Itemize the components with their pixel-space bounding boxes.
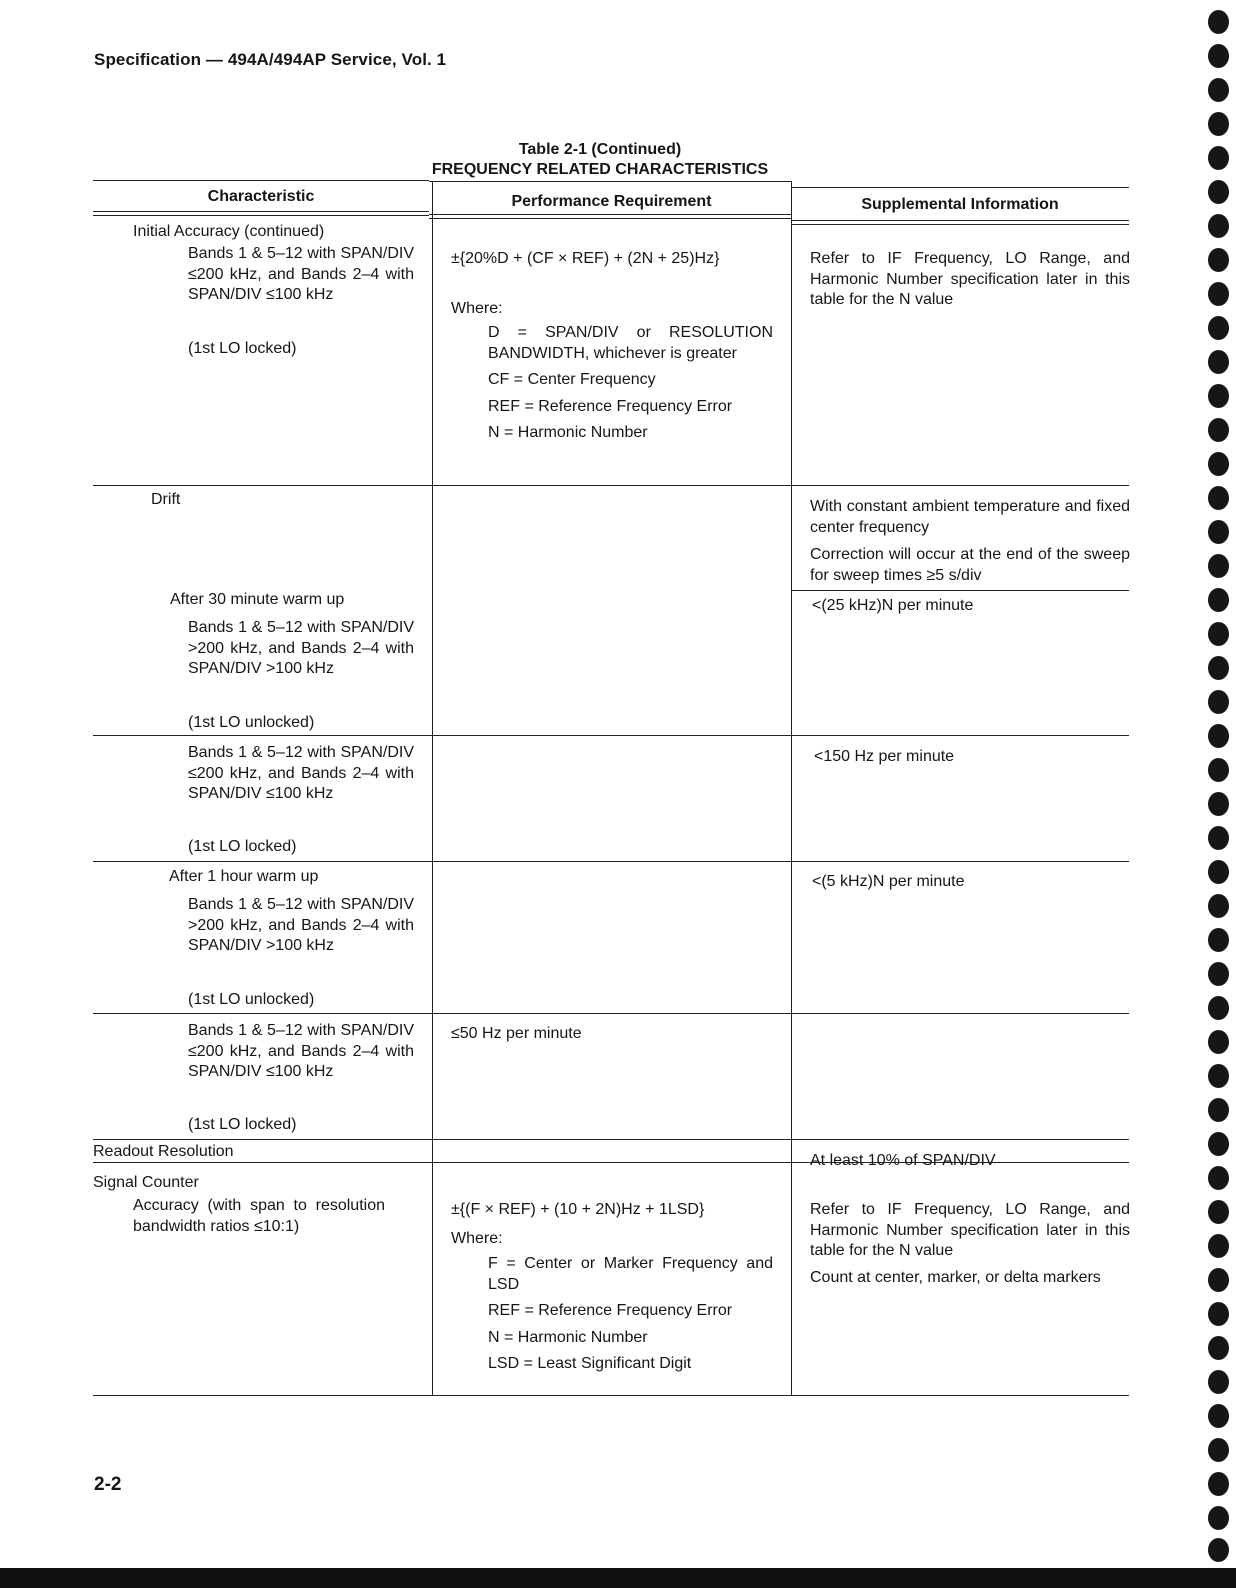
initial-accuracy-formula: ±{20%D + (CF × REF) + (2N + 25)Hz}	[451, 250, 720, 267]
signal-counter-label: Signal Counter	[93, 1174, 199, 1191]
definition-item: CF = Center Frequency	[488, 371, 656, 388]
page-number: 2-2	[94, 1474, 122, 1495]
definition-item: N = Harmonic Number	[488, 1328, 648, 1346]
signal-counter-condition: Accuracy (with span to resolution bandwidth ratios ≤10:1)	[133, 1197, 385, 1235]
definition-item: F = Center or Marker Frequency and LSD	[488, 1255, 773, 1293]
drift-row4-performance: ≤50 Hz per minute	[451, 1025, 582, 1042]
readout-resolution-supplemental: At least 10% of SPAN/DIV	[810, 1152, 996, 1169]
table-title: FREQUENCY RELATED CHARACTERISTICS	[431, 161, 769, 178]
signal-counter-formula: ±{(F × REF) + (10 + 2N)Hz + 1LSD}	[451, 1201, 705, 1218]
drift-row2-supplemental: <150 Hz per minute	[814, 748, 955, 765]
warmup-30-label: After 30 minute warm up	[170, 591, 345, 608]
definition-item: LSD = Least Significant Digit	[488, 1355, 692, 1372]
signal-counter-definitions	[488, 1254, 773, 1381]
initial-accuracy-lo-state: (1st LO locked)	[188, 340, 297, 357]
initial-accuracy-label: Initial Accuracy (continued)	[133, 223, 325, 240]
drift-row4-condition: Bands 1 & 5–12 with SPAN/DIV ≤200 kHz, and Bands 2–4 with SPAN/DIV ≤100 kHz	[188, 1022, 414, 1080]
running-header: Specification — 494A/494AP Service, Vol. 1	[94, 50, 447, 69]
column-header-performance: Performance Requirement	[511, 193, 712, 210]
initial-accuracy-condition: Bands 1 & 5–12 with SPAN/DIV ≤200 kHz, and Bands 2–4 with SPAN/DIV ≤100 kHz	[188, 245, 414, 303]
definition-item: D = SPAN/DIV or RESOLUTION BANDWIDTH, whichever is greater	[488, 324, 773, 362]
drift-supplemental-2: Correction will occur at the end of the sweep for sweep times ≥5 s/div	[810, 546, 1130, 584]
initial-accuracy-where: Where:	[451, 300, 503, 317]
signal-counter-where: Where:	[451, 1230, 503, 1247]
drift-row1-supplemental: <(25 kHz)N per minute	[812, 597, 974, 614]
drift-row4-lo-state: (1st LO locked)	[188, 1116, 297, 1133]
initial-accuracy-supplemental: Refer to IF Frequency, LO Range, and Harmonic Number specification later in this table for the N value	[810, 250, 1130, 308]
drift-row2-condition: Bands 1 & 5–12 with SPAN/DIV ≤200 kHz, and Bands 2–4 with SPAN/DIV ≤100 kHz	[188, 744, 414, 802]
drift-row3-lo-state: (1st LO unlocked)	[188, 991, 315, 1008]
definition-item: REF = Reference Frequency Error	[488, 1302, 733, 1319]
drift-row2-lo-state: (1st LO locked)	[188, 838, 297, 855]
initial-accuracy-definitions	[488, 323, 773, 450]
definition-item: REF = Reference Frequency Error	[488, 397, 733, 415]
warmup-60-label: After 1 hour warm up	[169, 868, 319, 885]
drift-label: Drift	[151, 491, 181, 508]
definition-item: N = Harmonic Number	[488, 424, 648, 441]
table-caption: Table 2-1 (Continued)	[518, 141, 682, 158]
readout-resolution-label: Readout Resolution	[93, 1143, 234, 1160]
drift-row1-lo-state: (1st LO unlocked)	[188, 714, 315, 731]
signal-counter-supplemental-2: Count at center, marker, or delta markers	[810, 1269, 1101, 1286]
drift-supplemental-1: With constant ambient temperature and fixed center frequency	[810, 498, 1130, 536]
drift-row3-condition: Bands 1 & 5–12 with SPAN/DIV >200 kHz, and Bands 2–4 with SPAN/DIV >100 kHz	[188, 896, 414, 954]
column-header-characteristic: Characteristic	[207, 188, 315, 205]
column-header-supplemental: Supplemental Information	[861, 196, 1059, 213]
drift-row3-supplemental: <(5 kHz)N per minute	[812, 873, 965, 890]
scan-edge-band	[0, 1568, 1236, 1588]
signal-counter-supplemental-1: Refer to IF Frequency, LO Range, and Harmonic Number specification later in this table for the N value	[810, 1201, 1130, 1259]
drift-row1-condition: Bands 1 & 5–12 with SPAN/DIV >200 kHz, and Bands 2–4 with SPAN/DIV >100 kHz	[188, 619, 414, 677]
